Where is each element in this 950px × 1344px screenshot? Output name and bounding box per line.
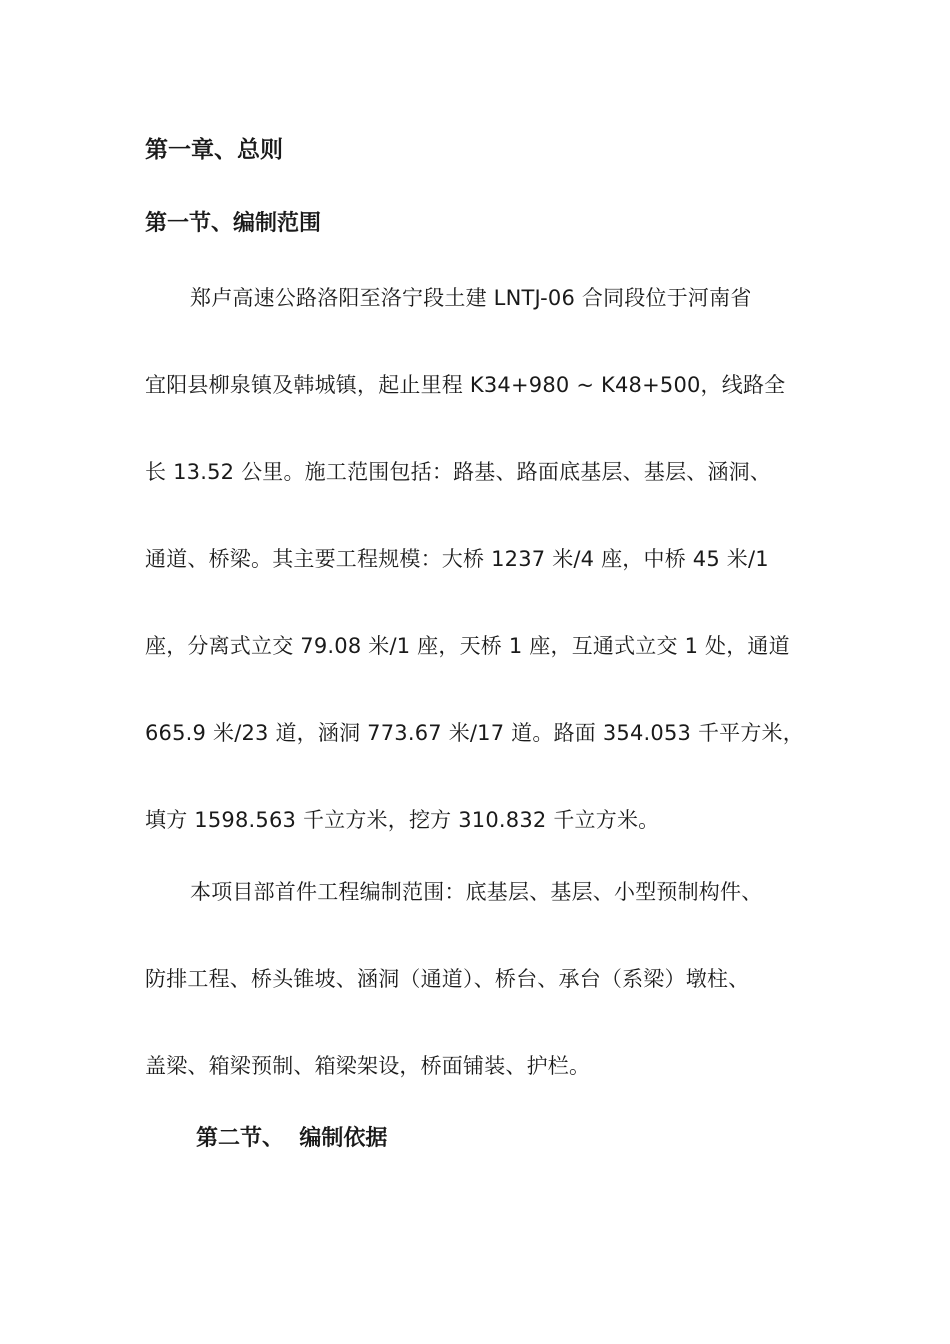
section-title-basis: 第二节、 编制依据 xyxy=(196,1126,388,1151)
paragraph-line: 宜阳县柳泉镇及韩城镇，起止里程 K34+980 ~ K48+500，线路全 xyxy=(145,373,786,397)
paragraph-line: 盖梁、箱梁预制、箱梁架设，桥面铺装、护栏。 xyxy=(145,1054,591,1078)
chapter-title: 第一章、总则 xyxy=(145,137,283,163)
paragraph-line: 通道、桥梁。其主要工程规模：大桥 1237 米/4 座，中桥 45 米/1 xyxy=(145,547,769,571)
paragraph-line: 本项目部首件工程编制范围：底基层、基层、小型预制构件、 xyxy=(190,880,763,904)
paragraph-line: 长 13.52 公里。施工范围包括：路基、路面底基层、基层、涵洞、 xyxy=(145,460,772,484)
paragraph-line: 665.9 米/23 道，涵洞 773.67 米/17 道。路面 354.053 千平方米， xyxy=(145,721,804,745)
paragraph-line: 填方 1598.563 千立方米，挖方 310.832 千立方米。 xyxy=(145,808,660,832)
paragraph-line: 座，分离式立交 79.08 米/1 座，天桥 1 座，互通式立交 1 处，通道 xyxy=(145,634,790,658)
section-title-scope: 第一节、编制范围 xyxy=(145,211,322,236)
paragraph-line: 郑卢高速公路洛阳至洛宁段土建 LNTJ-06 合同段位于河南省 xyxy=(190,286,752,310)
paragraph-line: 防排工程、桥头锥坡、涵洞（通道）、桥台、承台（系梁）墩柱、 xyxy=(145,967,750,991)
